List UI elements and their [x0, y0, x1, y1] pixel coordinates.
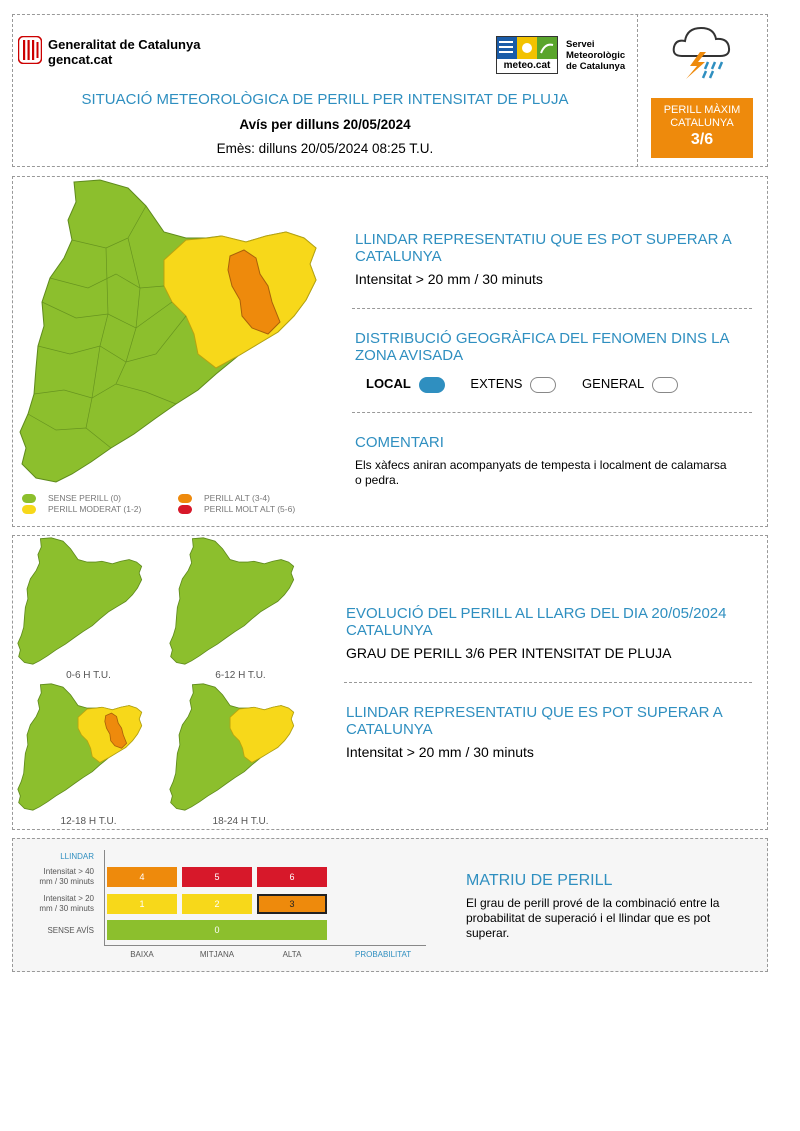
- legend-label-0: SENSE PERILL (0): [48, 493, 121, 503]
- matrix-row-label-0-line1: Intensitat > 40: [43, 867, 94, 876]
- option-local-toggle[interactable]: [419, 377, 445, 393]
- catalonia-map: [16, 178, 326, 484]
- comment-title: COMENTARI: [355, 434, 444, 451]
- evolution-label-0: 0-6 H T.U.: [66, 670, 111, 681]
- matrix-row-label-1-line2: mm / 30 minuts: [39, 904, 94, 913]
- matrix-text: El grau de perill prové de la combinació entre la probabilitat de superació i el llindar que es pot superar.: [466, 896, 720, 940]
- servei-text: [566, 39, 625, 72]
- option-general-toggle[interactable]: [652, 377, 678, 393]
- distribution-title: DISTRIBUCIÓ GEOGRÀFICA DEL FENOMEN DINS LA ZONA AVISADA: [355, 330, 729, 364]
- legend-label-2: PERILL ALT (3-4): [204, 493, 270, 503]
- threshold-title: LLINDAR REPRESENTATIU QUE ES POT SUPERAR A CATALUNYA: [355, 231, 731, 265]
- matrix-x-label-2: ALTA: [282, 950, 302, 959]
- matrix-cell-3: 3: [257, 894, 327, 914]
- org-name: Generalitat de Catalunya: [48, 37, 201, 52]
- divider: [352, 308, 752, 309]
- legend-item-2: [178, 493, 270, 503]
- evolution-threshold-title: LLINDAR REPRESENTATIU QUE ES POT SUPERAR A CATALUNYA: [346, 704, 722, 738]
- legend-swatch-1: [22, 505, 36, 514]
- legend-label-1: PERILL MODERAT (1-2): [48, 504, 142, 514]
- evolution-grade: GRAU DE PERILL 3/6 PER INTENSITAT DE PLUJA: [346, 645, 672, 661]
- matrix-cell-6: 6: [257, 867, 327, 887]
- option-general[interactable]: [582, 376, 678, 391]
- option-extens[interactable]: [470, 376, 556, 391]
- evolution-label-1: 6-12 H T.U.: [215, 670, 266, 681]
- matrix-x-axis-label: PROBABILITAT: [355, 950, 412, 959]
- matrix-y-axis: [104, 850, 105, 946]
- max-value: 3/6: [690, 131, 714, 148]
- option-extens-toggle[interactable]: [530, 377, 556, 393]
- option-general-label: GENERAL: [582, 376, 645, 391]
- matrix-row-label-2: SENSE AVÍS: [47, 926, 94, 935]
- servei-line3: de Catalunya: [566, 61, 626, 72]
- legend-item-3: [178, 504, 295, 514]
- evolution-map-3: [168, 683, 298, 811]
- matrix-y-axis-label: LLINDAR: [60, 852, 94, 861]
- gencat-logo: [18, 36, 42, 64]
- meteocat-badge: meteo.cat: [503, 60, 551, 71]
- max-danger-badge: [651, 98, 753, 158]
- evolution-threshold-value: Intensitat > 20 mm / 30 minuts: [346, 744, 534, 760]
- matrix-cell-4: 4: [107, 867, 177, 887]
- evolution-label-2: 12-18 H T.U.: [60, 816, 117, 827]
- max-label-2: CATALUNYA: [670, 117, 734, 129]
- matrix-x-label-0: BAIXA: [130, 950, 154, 959]
- page-subtitle: Avís per dilluns 20/05/2024: [239, 117, 411, 132]
- servei-line1: Servei: [566, 39, 595, 50]
- matrix-x-axis: [104, 945, 426, 946]
- legend-swatch-2: [178, 494, 192, 503]
- meteocat-logo: [496, 36, 558, 74]
- matrix-title: MATRIU DE PERILL: [466, 872, 613, 889]
- evolution-map-2: [16, 683, 146, 811]
- divider: [344, 682, 752, 683]
- max-label-1: PERILL MÀXIM: [663, 104, 741, 116]
- matrix-row-label-1: [14, 894, 94, 914]
- storm-rain-icon: [670, 22, 734, 80]
- evolution-map-1: [168, 537, 298, 665]
- legend-swatch-3: [178, 505, 192, 514]
- option-extens-label: EXTENS: [470, 376, 523, 391]
- org-site: gencat.cat: [48, 52, 113, 67]
- distribution-options: [366, 376, 678, 393]
- divider: [352, 412, 752, 413]
- legend-swatch-0: [22, 494, 36, 503]
- legend-label-3: PERILL MOLT ALT (5-6): [204, 504, 296, 514]
- legend-item-1: [22, 504, 141, 514]
- page-title: SITUACIÓ METEOROLÒGICA DE PERILL PER INTENSITAT DE PLUJA: [81, 91, 569, 108]
- issued-text: Emès: dilluns 20/05/2024 08:25 T.U.: [216, 141, 434, 156]
- matrix-cell-0: 0: [107, 920, 327, 940]
- legend-item-0: [22, 493, 121, 503]
- servei-line2: Meteorològic: [566, 50, 626, 61]
- threshold-value: Intensitat > 20 mm / 30 minuts: [355, 271, 543, 287]
- matrix-row-label-0: [14, 867, 94, 887]
- option-local-label: LOCAL: [366, 376, 411, 391]
- comment-text: Els xàfecs aniran acompanyats de tempesta i localment de calamarsa o pedra.: [355, 458, 727, 487]
- matrix-cell-1: 1: [107, 894, 177, 914]
- matrix-row-label-1-line1: Intensitat > 20: [43, 894, 94, 903]
- matrix-cell-2: 2: [182, 894, 252, 914]
- evolution-map-0: [16, 537, 146, 665]
- matrix-x-label-1: MITJANA: [199, 950, 235, 959]
- matrix-cell-5: 5: [182, 867, 252, 887]
- option-local[interactable]: [366, 376, 445, 391]
- evolution-title: EVOLUCIÓ DEL PERILL AL LLARG DEL DIA 20/05/2024 CATALUNYA: [346, 605, 727, 639]
- evolution-label-3: 18-24 H T.U.: [212, 816, 269, 827]
- matrix-row-label-0-line2: mm / 30 minuts: [39, 877, 94, 886]
